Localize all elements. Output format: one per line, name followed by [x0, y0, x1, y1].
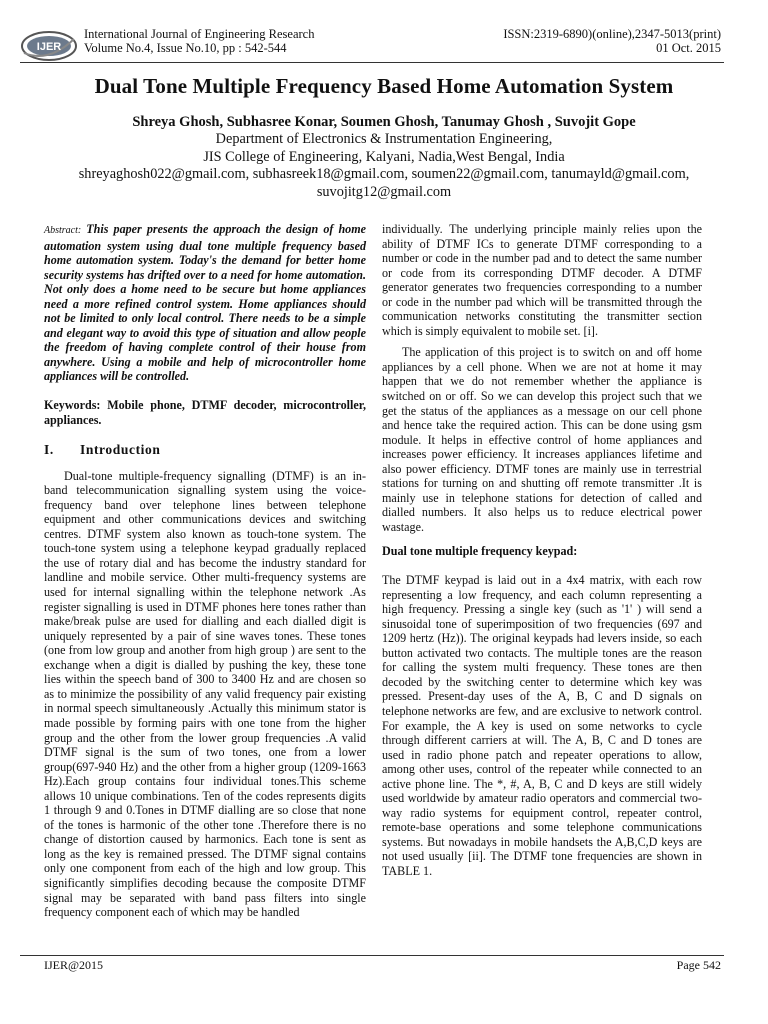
journal-logo [20, 29, 78, 63]
department: Department of Electronics & Instrumentation Engineering, [215, 131, 553, 147]
paper-title: Dual Tone Multiple Frequency Based Home Automation System [94, 74, 674, 98]
page-header [0, 25, 768, 65]
left-column [44, 222, 366, 920]
abstract-text: This paper presents the approach the design of home automation system using dual tone multiple frequency based home automation system. Today's the demand for better home security systems has drifted over to a need for home automation. Not only does a home need to be secure but home appliances need a more refined control system. Home appliances should not be limited to only local control. There needs to be a simple and elegant way to avoid this type of situation and allow people the freedom of having complete control of their house from anywhere. Using a mobile and help of microcontroller home appliances will be controlled. [44, 222, 367, 384]
keypad-paragraph: The DTMF keypad is laid out in a 4x4 matrix, with each row representing a low frequency, and each column representing a high frequency. Pressing a single key (such as '1' ) will send a sinusoidal tone of superimposition of two frequencies (697 and 1209 hertz (Hz)). The original keypads had levers inside, so each button activated two contacts. The multiple tones are the reason for calling the system multi frequency. These tones are then decoded by the switching center to determine which key was pressed. Present-day uses of the A, B, C and D signals on telephone networks are few, and are exclusive to network control. For example, the A key is used on some networks to cycle through different carriers at will. The A, B, C and D tones are used in radio phone patch and repeater operations to allow, among other uses, control of the repeater while connected to an active phone line. The *, #, A, B, C and D keys are still widely used worldwide by amateur radio operators and commercial two-way radio systems for equipment control, repeater control, remote-base operations and some telephone communications systems. But nowadays in mobile handsets the A,B,C,D keys are not used usually [ii]. The DTMF tone frequencies are shown in TABLE 1. [382, 573, 702, 878]
footer-divider [20, 955, 724, 956]
subheading-keypad: Dual tone multiple frequency keypad: [382, 544, 578, 559]
issn: ISSN:2319-6890)(online),2347-5013(print) [503, 27, 721, 41]
application-paragraph: The application of this project is to switch on and off home appliances by a cell phone. When we are not at home it may happen that we do not remember whether the appliance is switched on or off. So we can develop this project such that we get the status of the appliances as a message on our cell phone and hence take the required action. This can be done using gsm module. It helps in effective control of home appliances and increases power efficiency. It increases appliances lifetime and also power efficiency. DTMF tones are mainly use in terrestrial stations for turning on and shutting off remote transmitter .It is mainly use in telephone stations for detection of called and dialled numbers. It also helps us to reduce electrical power wastage. [382, 345, 702, 534]
author-list: Shreya Ghosh, Subhasree Konar, Soumen Ghosh, Tanumay Ghosh , Suvojit Gope [132, 114, 636, 130]
svg-text:IJER: IJER [36, 41, 62, 53]
abstract [44, 222, 366, 384]
intro-paragraph: Dual-tone multiple-frequency signalling (DTMF) is an in-band telecommunication signalling system using the voice-frequency band over telephone lines between telephone equipment and other communications devices and switching centres. DTMF system also known as touch-tone system. The touch-tone system using a telephone keypad gradually replaced the use of rotary dial and has become the industry standard for landline and mobile service. Other multi-frequency systems are used for internal signalling within the telephone network .As register signalling is used in DTMF phones here tones rather than make/break pulse are used for dialling and each dialled digit is uniquely represented by a pair of sine waves tones. These tones (one from low group and another from high group ) are sent to the exchange when a digit is dialled by pushing the key, these tone lies within the speech band of 300 to 3400 Hz and are chosen so as to minimize the possibility of any valid frequency pair existing in normal speech simultaneously .Actually this minimum stator is made possible by forming pairs with one tone from the higher group and the other from the lower group frequencies .A valid DTMF signal is the sum of two tones, one from a lower group(697-940 Hz) and the other from a higher group (1209-1663 Hz).Each group contains four individual tones.This scheme allows 10 unique combinations. Ten of the codes represents digits 1 through 9 and 0.Tones in DTMF dialling are so close that none of the tones is harmonic of the other tone .Therefore there is no change of distortion caused by harmonics. Each tone is sent as long as the key is remained pressed. The DTMF signal contains only one component from each of the high and low group. This significantly simplifies decoding because the composite DTMF signal may be separated with band pass filters into single frequency component each of which may be handled [44, 468, 366, 920]
header-divider [20, 62, 724, 63]
emails-cont: suvojitg12@gmail.com [316, 183, 452, 200]
emails: shreyaghosh022@gmail.com, subhasreek18@gmail.com, soumen22@gmail.com, tanumayld@gmail.com, [78, 166, 690, 182]
keywords: Keywords: Mobile phone, DTMF decoder, microcontroller, appliances. [44, 398, 366, 427]
paragraph-continued: individually. The underlying principle mainly relies upon the ability of DTMF ICs to generate DTMF corresponding to a number or code in the number pad and to detect the same number or code from its corresponding DTMF decoder. A DTMF generator generates two frequencies corresponding to a number or code in the number pad which will be transmitted through the communication networks constituting the transmitter section which is simply equivalent to mobile set. [i]. [382, 222, 702, 338]
right-column [382, 222, 702, 879]
volume-info: Volume No.4, Issue No.10, pp : 542-544 [84, 41, 287, 55]
issue-date: 01 Oct. 2015 [656, 41, 721, 55]
section-heading: I. Introduction [44, 442, 161, 458]
abstract-label: Abstract: [44, 225, 82, 236]
footer-copyright: IJER@2015 [44, 958, 104, 972]
institution: JIS College of Engineering, Kalyani, Nadia,West Bengal, India [203, 148, 565, 165]
page-number: Page 542 [676, 958, 721, 972]
journal-name: International Journal of Engineering Research [84, 27, 315, 41]
affiliation [0, 131, 768, 201]
